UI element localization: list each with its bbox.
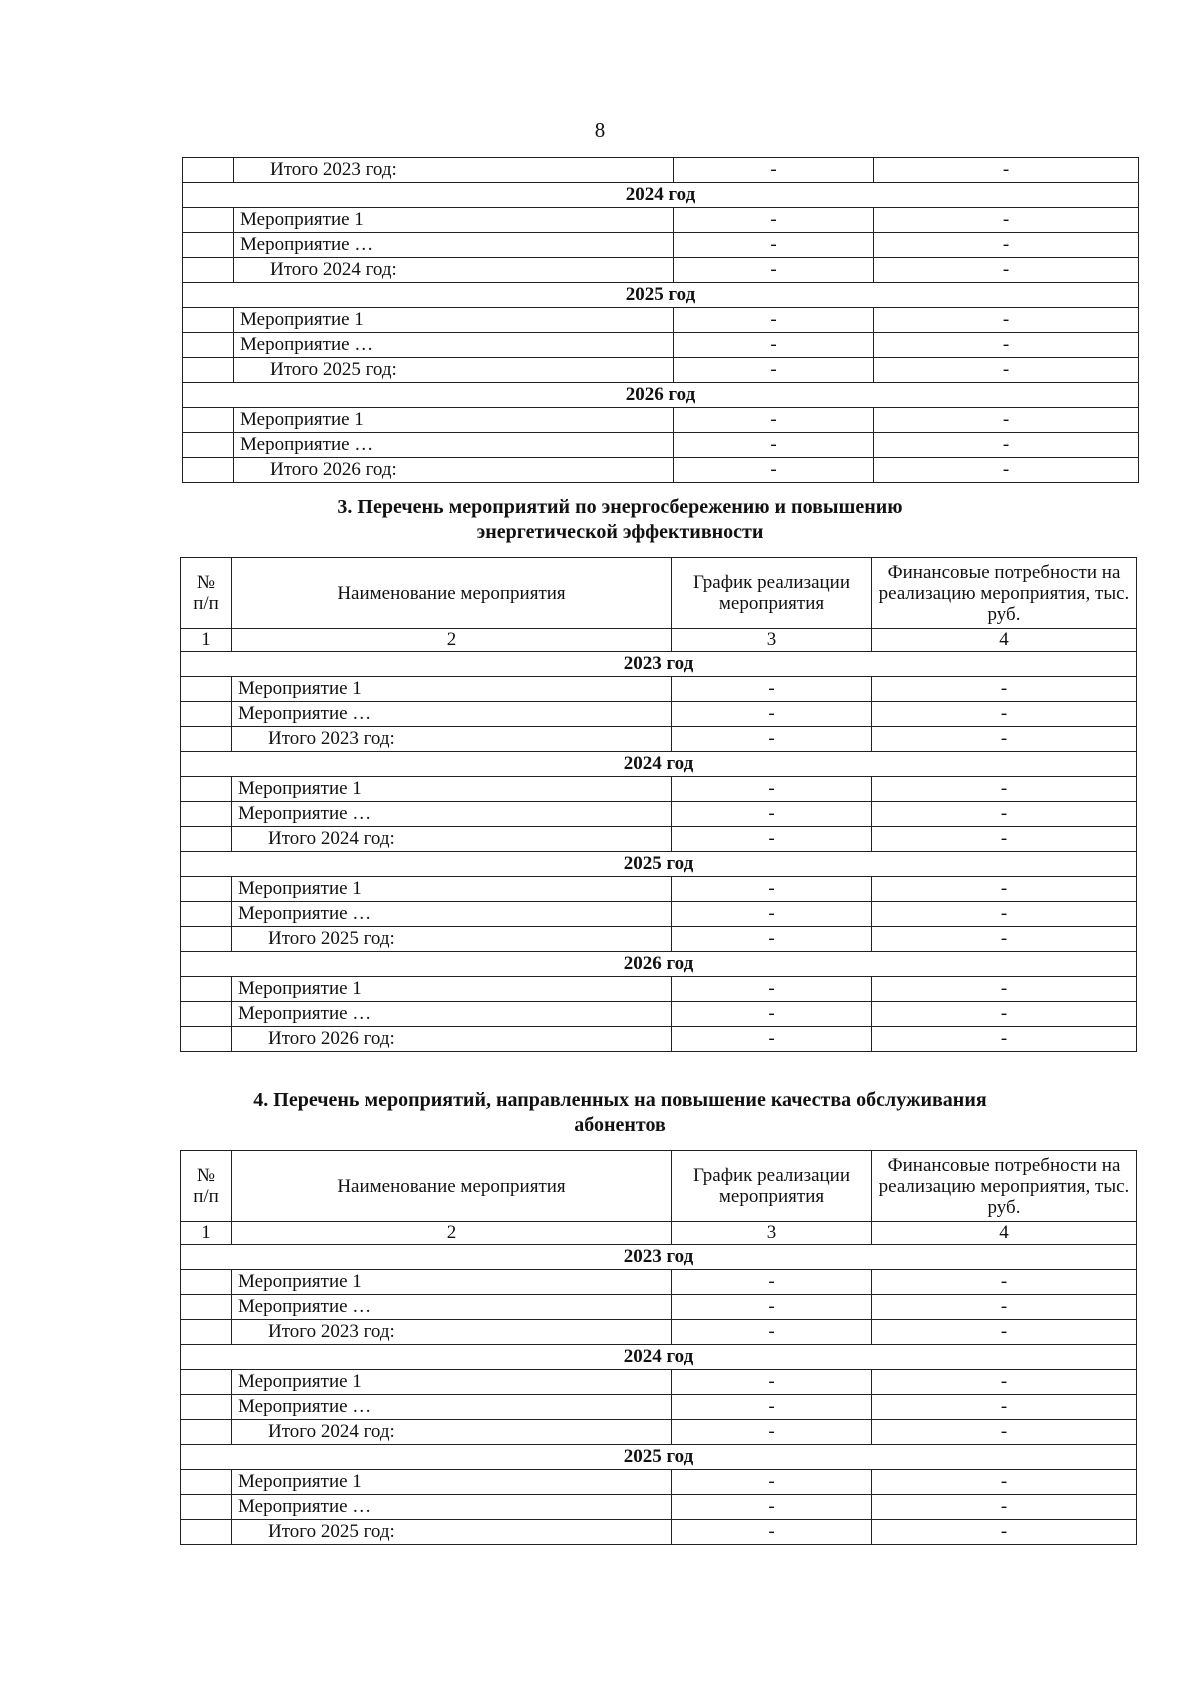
total-row (181, 727, 1137, 752)
finance-cell: - (872, 1320, 1137, 1345)
year-row (181, 1345, 1137, 1370)
total-row (181, 1320, 1137, 1345)
row-number-cell (183, 358, 234, 383)
year-row (181, 1245, 1137, 1270)
section-3-title (160, 495, 1080, 545)
schedule-cell: - (674, 433, 874, 458)
table-row (181, 677, 1137, 702)
row-number-cell (183, 233, 234, 258)
event-name-cell: Итого 2023 год: (232, 727, 672, 752)
year-row (183, 183, 1139, 208)
year-row (181, 1445, 1137, 1470)
schedule-cell: - (672, 1495, 872, 1520)
header-number: № п/п (181, 558, 232, 629)
schedule-cell: - (672, 1395, 872, 1420)
table-row (181, 1495, 1137, 1520)
schedule-cell: - (672, 677, 872, 702)
year-label: 2025 год (181, 1445, 1137, 1470)
event-name-cell: Мероприятие 1 (232, 677, 672, 702)
row-number-cell (181, 902, 232, 927)
finance-cell: - (872, 927, 1137, 952)
row-number-cell (181, 1495, 232, 1520)
finance-cell: - (872, 1295, 1137, 1320)
year-label: 2024 год (181, 752, 1137, 777)
event-name-cell: Итого 2026 год: (234, 458, 674, 483)
column-number-4: 4 (872, 629, 1137, 652)
schedule-cell: - (672, 1002, 872, 1027)
finance-cell: - (874, 208, 1139, 233)
row-number-cell (181, 1320, 232, 1345)
event-name-cell: Мероприятие 1 (232, 1370, 672, 1395)
row-number-cell (181, 877, 232, 902)
year-label: 2023 год (181, 1245, 1137, 1270)
table-row (183, 308, 1139, 333)
year-row (181, 952, 1137, 977)
total-row (181, 1027, 1137, 1052)
table-row (183, 233, 1139, 258)
year-row (181, 652, 1137, 677)
schedule-cell: - (674, 233, 874, 258)
row-number-cell (181, 727, 232, 752)
schedule-cell: - (674, 358, 874, 383)
row-number-cell (183, 258, 234, 283)
column-number-1: 1 (181, 1222, 232, 1245)
finance-cell: - (872, 1395, 1137, 1420)
schedule-cell: - (674, 158, 874, 183)
year-label: 2025 год (183, 283, 1139, 308)
event-name-cell: Мероприятие … (232, 902, 672, 927)
column-numbers-row (181, 1222, 1137, 1245)
table-row (181, 902, 1137, 927)
table-row (181, 1295, 1137, 1320)
total-row (181, 927, 1137, 952)
table-continuation (182, 157, 1139, 483)
row-number-cell (181, 1395, 232, 1420)
year-label: 2026 год (183, 383, 1139, 408)
page-number: 8 (594, 118, 606, 142)
table-row (183, 208, 1139, 233)
column-number-3: 3 (672, 1222, 872, 1245)
table-row (181, 877, 1137, 902)
table-row (181, 702, 1137, 727)
row-number-cell (183, 158, 234, 183)
column-number-3: 3 (672, 629, 872, 652)
table-row (183, 433, 1139, 458)
row-number-cell (181, 1270, 232, 1295)
table-row (181, 777, 1137, 802)
column-number-4: 4 (872, 1222, 1137, 1245)
row-number-cell (183, 308, 234, 333)
event-name-cell: Итого 2024 год: (234, 258, 674, 283)
schedule-cell: - (672, 1520, 872, 1545)
row-number-cell (181, 927, 232, 952)
finance-cell: - (872, 1420, 1137, 1445)
event-name-cell: Мероприятие 1 (232, 777, 672, 802)
event-name-cell: Мероприятие … (234, 433, 674, 458)
finance-cell: - (872, 1470, 1137, 1495)
event-name-cell: Мероприятие 1 (232, 977, 672, 1002)
finance-cell: - (872, 777, 1137, 802)
finance-cell: - (872, 1370, 1137, 1395)
schedule-cell: - (672, 702, 872, 727)
row-number-cell (181, 1470, 232, 1495)
event-name-cell: Мероприятие 1 (234, 208, 674, 233)
schedule-cell: - (672, 727, 872, 752)
finance-cell: - (872, 827, 1137, 852)
schedule-cell: - (674, 408, 874, 433)
schedule-cell: - (672, 927, 872, 952)
schedule-cell: - (672, 1295, 872, 1320)
row-number-cell (181, 702, 232, 727)
schedule-cell: - (674, 308, 874, 333)
table-row (181, 1370, 1137, 1395)
finance-cell: - (872, 1520, 1137, 1545)
finance-cell: - (874, 233, 1139, 258)
event-name-cell: Мероприятие … (232, 802, 672, 827)
table-header-row (181, 558, 1137, 629)
header-schedule: График реализации мероприятия (672, 558, 872, 629)
finance-cell: - (872, 1495, 1137, 1520)
finance-cell: - (874, 308, 1139, 333)
event-name-cell: Итого 2024 год: (232, 827, 672, 852)
table-row (183, 333, 1139, 358)
finance-cell: - (874, 358, 1139, 383)
header-number: № п/п (181, 1151, 232, 1222)
event-name-cell: Итого 2023 год: (234, 158, 674, 183)
row-number-cell (181, 802, 232, 827)
finance-cell: - (874, 158, 1139, 183)
schedule-cell: - (672, 1270, 872, 1295)
row-number-cell (181, 827, 232, 852)
event-name-cell: Мероприятие … (232, 1295, 672, 1320)
table-row (181, 1270, 1137, 1295)
schedule-cell: - (674, 258, 874, 283)
column-numbers-row (181, 629, 1137, 652)
row-number-cell (183, 408, 234, 433)
finance-cell: - (872, 1270, 1137, 1295)
finance-cell: - (872, 702, 1137, 727)
column-number-2: 2 (232, 629, 672, 652)
row-number-cell (181, 1002, 232, 1027)
year-label: 2026 год (181, 952, 1137, 977)
total-row (183, 258, 1139, 283)
schedule-cell: - (672, 1420, 872, 1445)
event-name-cell: Итого 2025 год: (232, 1520, 672, 1545)
column-number-1: 1 (181, 629, 232, 652)
table-row (181, 1470, 1137, 1495)
section-3-title-line2: энергетической эффективности (476, 521, 764, 543)
event-name-cell: Мероприятие 1 (232, 1270, 672, 1295)
schedule-cell: - (672, 977, 872, 1002)
finance-cell: - (872, 902, 1137, 927)
row-number-cell (181, 777, 232, 802)
row-number-cell (181, 1027, 232, 1052)
finance-cell: - (874, 408, 1139, 433)
table-row (181, 802, 1137, 827)
total-row (181, 1420, 1137, 1445)
section-4-title-line2: абонентов (574, 1114, 666, 1136)
finance-cell: - (872, 877, 1137, 902)
table-energy-saving (180, 557, 1137, 1052)
schedule-cell: - (672, 1320, 872, 1345)
header-finance: Финансовые потребности на реализацию мероприятия, тыс. руб. (872, 558, 1137, 629)
schedule-cell: - (672, 877, 872, 902)
schedule-cell: - (672, 902, 872, 927)
event-name-cell: Итого 2026 год: (232, 1027, 672, 1052)
year-row (183, 283, 1139, 308)
row-number-cell (181, 1520, 232, 1545)
event-name-cell: Итого 2025 год: (232, 927, 672, 952)
schedule-cell: - (674, 208, 874, 233)
row-number-cell (181, 977, 232, 1002)
finance-cell: - (874, 258, 1139, 283)
schedule-cell: - (672, 777, 872, 802)
row-number-cell (181, 1295, 232, 1320)
year-label: 2025 год (181, 852, 1137, 877)
event-name-cell: Мероприятие 1 (232, 1470, 672, 1495)
event-name-cell: Мероприятие … (232, 1002, 672, 1027)
schedule-cell: - (672, 1027, 872, 1052)
finance-cell: - (874, 333, 1139, 358)
total-row (183, 158, 1139, 183)
finance-cell: - (872, 977, 1137, 1002)
total-row (181, 1520, 1137, 1545)
event-name-cell: Мероприятие 1 (234, 408, 674, 433)
row-number-cell (183, 458, 234, 483)
year-row (181, 852, 1137, 877)
event-name-cell: Мероприятие … (234, 233, 674, 258)
year-row (181, 752, 1137, 777)
event-name-cell: Мероприятие 1 (232, 877, 672, 902)
event-name-cell: Мероприятие … (232, 1495, 672, 1520)
row-number-cell (181, 1370, 232, 1395)
table-row (181, 977, 1137, 1002)
section-4-title (160, 1088, 1080, 1138)
row-number-cell (183, 433, 234, 458)
row-number-cell (181, 1420, 232, 1445)
event-name-cell: Мероприятие … (232, 702, 672, 727)
header-finance: Финансовые потребности на реализацию мероприятия, тыс. руб. (872, 1151, 1137, 1222)
schedule-cell: - (674, 333, 874, 358)
table-row (183, 408, 1139, 433)
total-row (183, 458, 1139, 483)
event-name-cell: Мероприятие … (234, 333, 674, 358)
event-name-cell: Итого 2024 год: (232, 1420, 672, 1445)
finance-cell: - (872, 1002, 1137, 1027)
table-row (181, 1002, 1137, 1027)
event-name-cell: Мероприятие … (232, 1395, 672, 1420)
event-name-cell: Итого 2025 год: (234, 358, 674, 383)
event-name-cell: Итого 2023 год: (232, 1320, 672, 1345)
header-name: Наименование мероприятия (232, 558, 672, 629)
finance-cell: - (872, 727, 1137, 752)
schedule-cell: - (672, 827, 872, 852)
schedule-cell: - (672, 1470, 872, 1495)
year-label: 2023 год (181, 652, 1137, 677)
schedule-cell: - (672, 1370, 872, 1395)
row-number-cell (183, 208, 234, 233)
column-number-2: 2 (232, 1222, 672, 1245)
year-label: 2024 год (183, 183, 1139, 208)
row-number-cell (183, 333, 234, 358)
total-row (181, 827, 1137, 852)
section-4-title-line1: 4. Перечень мероприятий, направленных на повышение качества обслуживания (253, 1089, 987, 1111)
table-service-quality (180, 1150, 1137, 1545)
finance-cell: - (872, 802, 1137, 827)
schedule-cell: - (672, 802, 872, 827)
schedule-cell: - (674, 458, 874, 483)
year-row (183, 383, 1139, 408)
finance-cell: - (874, 458, 1139, 483)
event-name-cell: Мероприятие 1 (234, 308, 674, 333)
finance-cell: - (874, 433, 1139, 458)
finance-cell: - (872, 677, 1137, 702)
row-number-cell (181, 677, 232, 702)
total-row (183, 358, 1139, 383)
table-header-row (181, 1151, 1137, 1222)
section-3-title-line1: 3. Перечень мероприятий по энергосбережению и повышению (337, 496, 903, 518)
year-label: 2024 год (181, 1345, 1137, 1370)
finance-cell: - (872, 1027, 1137, 1052)
header-name: Наименование мероприятия (232, 1151, 672, 1222)
table-row (181, 1395, 1137, 1420)
header-schedule: График реализации мероприятия (672, 1151, 872, 1222)
